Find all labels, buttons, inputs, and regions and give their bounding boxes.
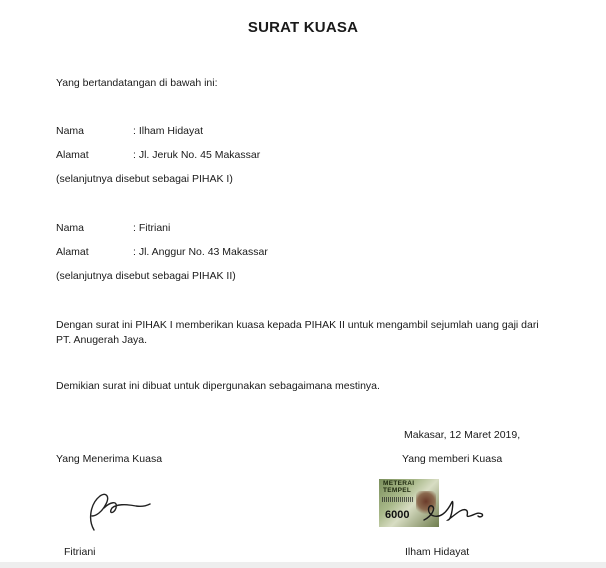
party2-note: (selanjutnya disebut sebagai PIHAK II) (56, 270, 236, 282)
document-title: SURAT KUASA (247, 19, 359, 36)
intro-text: Yang bertandatangan di bawah ini: (56, 77, 218, 89)
closing-text: Demikian surat ini dibuat untuk dipergunakan sebagaimana mestinya. (56, 380, 380, 392)
body-line-2: PT. Anugerah Jaya. (56, 334, 148, 346)
party1-name-value: : Ilham Hidayat (133, 125, 204, 137)
receiver-signature (80, 486, 152, 536)
party1-note: (selanjutnya disebut sebagai PIHAK I) (56, 173, 233, 185)
giver-signature (418, 490, 488, 530)
stamp-header: METERAI TEMPEL (383, 480, 415, 494)
place-date: Makasar, 12 Maret 2019, (404, 429, 521, 441)
stamp-barcode (382, 497, 414, 502)
party1-address-label: Alamat (56, 149, 89, 161)
party2-address-value: : Jl. Anggur No. 43 Makassar (133, 246, 268, 258)
party1-address-value: : Jl. Jeruk No. 45 Makassar (133, 149, 261, 161)
party2-name-label: Nama (56, 222, 85, 234)
giver-name: Ilham Hidayat (405, 546, 470, 558)
party2-name-value: : Fitriani (133, 222, 171, 234)
receiver-name: Fitriani (64, 546, 96, 558)
page-bottom-edge (0, 562, 606, 568)
giver-label: Yang memberi Kuasa (402, 453, 503, 465)
party1-name-label: Nama (56, 125, 85, 137)
body-line-1: Dengan surat ini PIHAK I memberikan kuasa kepada PIHAK II untuk mengambil sejumlah uang gaji dari (56, 319, 539, 331)
receiver-label: Yang Menerima Kuasa (56, 453, 163, 465)
stamp-value: 6000 (385, 509, 410, 521)
party2-address-label: Alamat (56, 246, 89, 258)
